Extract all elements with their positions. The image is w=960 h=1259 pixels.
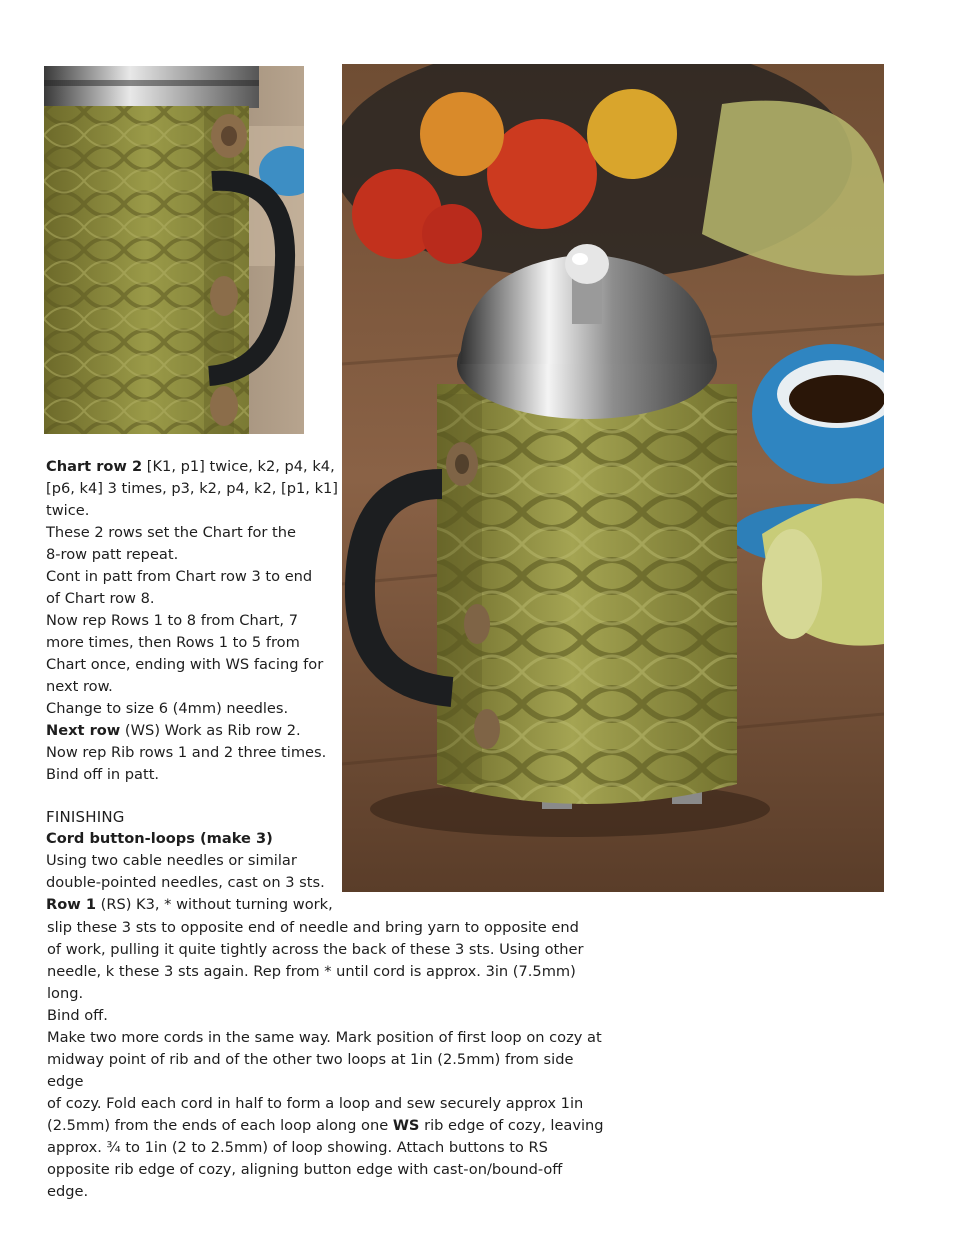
text-line: double-pointed needles, cast on 3 sts. xyxy=(46,874,325,891)
cord-subheading-line xyxy=(46,828,338,850)
text-line: midway point of rib and of the other two loops at 1in (2.5mm) from side edge xyxy=(47,1051,574,1090)
cord-subheading: Cord button-loops (make 3) xyxy=(46,830,273,847)
text-line: These 2 rows set the Chart for the xyxy=(46,524,297,541)
ws-line xyxy=(47,1115,607,1137)
text-line: slip these 3 sts to opposite end of needle and bring yarn to opposite end xyxy=(47,919,579,936)
text-line: Make two more cords in the same way. Mark position of first loop on cozy at xyxy=(47,1029,602,1046)
text-line: Now rep Rib rows 1 and 2 three times. xyxy=(46,744,327,761)
finishing-section xyxy=(46,806,338,916)
text-line: twice. xyxy=(46,502,90,519)
chart-row-2-label: Chart row 2 xyxy=(46,458,143,475)
row-1-text: (RS) K3, * without turning work, xyxy=(95,896,333,913)
text-line: needle, k these 3 sts again. Rep from * until cord is approx. 3in (7.5mm) long. xyxy=(47,963,576,1002)
photo-french-press-art xyxy=(342,64,884,892)
text-line: of Chart row 8. xyxy=(46,590,155,607)
row-1-label: Row 1 xyxy=(46,896,96,913)
row-1-line xyxy=(46,894,338,916)
text-line: more times, then Rows 1 to 5 from xyxy=(46,634,300,651)
text-line: of work, pulling it quite tightly across the back of these 3 sts. Using other xyxy=(47,941,584,958)
photo-cozy-closeup xyxy=(44,66,304,434)
text-line: Using two cable needles or similar xyxy=(46,852,297,869)
chart-row-2-text: [K1, p1] twice, k2, p4, k4, xyxy=(142,458,335,475)
text-line: [p6, k4] 3 times, p3, k2, p4, k2, [p1, k1] xyxy=(46,480,338,497)
text-line: 8-row patt repeat. xyxy=(46,546,179,563)
photo-french-press xyxy=(342,64,884,892)
text-line: Chart once, ending with WS facing for xyxy=(46,656,324,673)
photo-cozy-closeup-art xyxy=(44,66,304,434)
ws-line-pre: (2.5mm) from the ends of each loop along one xyxy=(47,1117,393,1134)
chart-row-2-line xyxy=(46,456,338,478)
text-line: next row. xyxy=(46,678,113,695)
next-row-label: Next row xyxy=(46,722,121,739)
text-line: opposite rib edge of cozy, aligning button edge with cast-on/bound-off edge. xyxy=(47,1161,563,1200)
finishing-heading: FINISHING xyxy=(46,808,125,826)
ws-line-post: rib edge of cozy, leaving xyxy=(419,1117,604,1134)
pattern-instructions-column xyxy=(46,456,338,786)
text-line: Bind off. xyxy=(47,1007,108,1024)
next-row-text: (WS) Work as Rib row 2. xyxy=(120,722,301,739)
text-line: Bind off in patt. xyxy=(46,766,160,783)
finishing-continuation xyxy=(47,917,607,1203)
text-line: Cont in patt from Chart row 3 to end xyxy=(46,568,313,585)
text-line: Now rep Rows 1 to 8 from Chart, 7 xyxy=(46,612,298,629)
next-row-line xyxy=(46,720,338,742)
text-line: approx. ¾ to 1in (2 to 2.5mm) of loop showing. Attach buttons to RS xyxy=(47,1139,548,1156)
ws-label: WS xyxy=(392,1117,420,1134)
text-line: of cozy. Fold each cord in half to form a loop and sew securely approx 1in xyxy=(47,1095,584,1112)
text-line: Change to size 6 (4mm) needles. xyxy=(46,700,289,717)
